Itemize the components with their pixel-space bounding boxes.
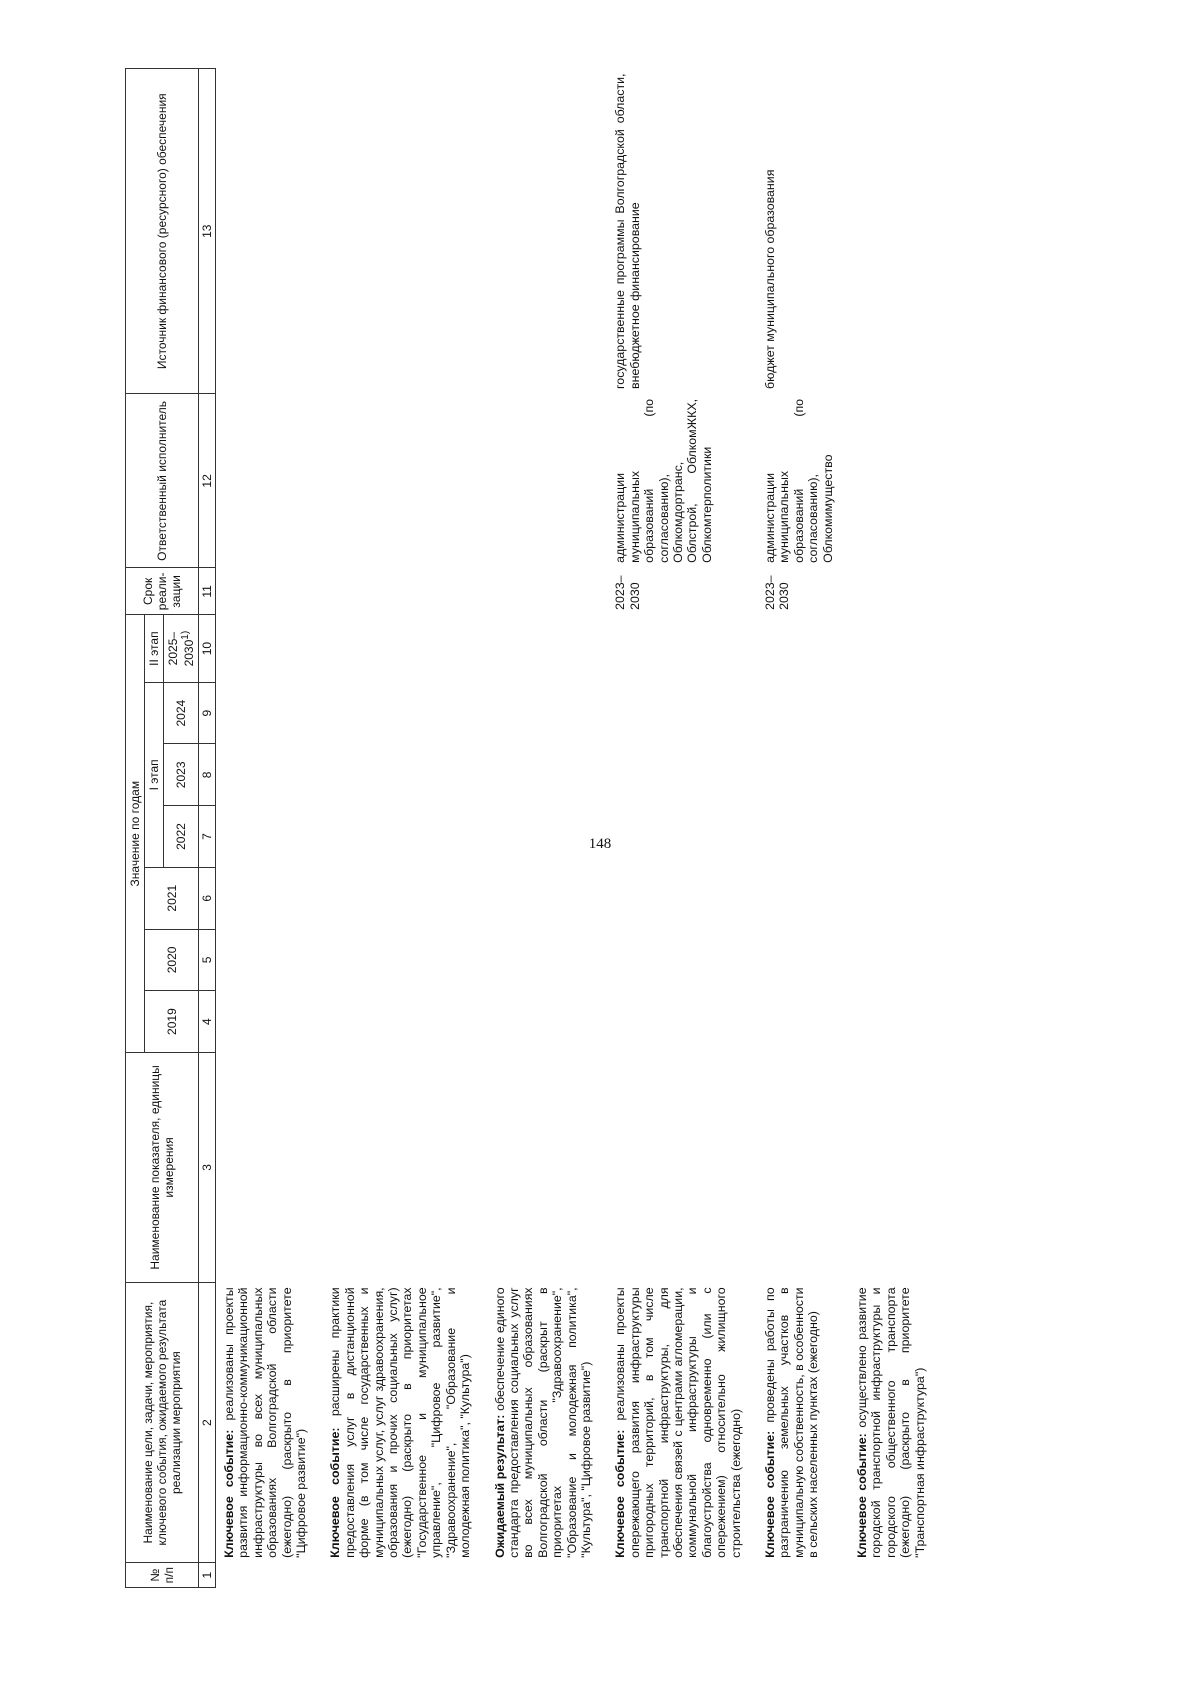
header-name: Наименование цели, задачи, мероприятия, ключевого события, ожидаемого результата реализации мероприятия [126,1282,199,1562]
footnote-mark: 1) [180,630,191,640]
col-number-8: 8 [199,744,216,806]
page-number: 148 [588,836,612,852]
row-source [322,69,486,394]
row-description: Ключевое событие: реализованы проекты развития информационно-коммуникационной инфраструктуры во всех муниципальных образованиях Волгоградской области (ежегодно) (раскрыто в приоритете "Цифровое развитие") [222,1287,309,1558]
rotated-table-wrapper [125,68,1185,1588]
row-description: Ожидаемый результат: обеспечение единого стандарта предоставления социальных услуг во всех муниципальных образованиях Волгоградской области (раскрыт в приоритетах "Здравоохранение", "Образование и молодежная политика", "Культура", "Цифровое развитие") [492,1287,593,1558]
col-number-11: 11 [199,568,216,615]
row-description: Ключевое событие: реализованы проекты опережающего развития инфраструктуры пригородных территорий, в том числе транспортной инфраструктуры, для обеспечения связей с центрами агломерации, коммунальной инфраструктуры и благоустройства одновременно (или с опережением) относительно жилищного строительства (ежегодно) [613,1287,743,1558]
row-description: Ключевое событие: проведены работы по разграничению земельных участков в муниципальную собственность, в особенности в сельских населенных пунктах (ежегодно) [763,1287,821,1558]
row-term [487,568,608,615]
row-source [849,69,941,394]
header-executor: Ответственный исполнитель [126,394,199,568]
table-row [322,69,486,1588]
table-body [216,69,942,1588]
header-year-2021: 2021 [145,867,199,929]
row-executor [216,394,323,568]
col-number-5: 5 [199,929,216,991]
row-term [849,568,941,615]
row-description: Ключевое событие: расширены практики предоставления услуг в дистанционной форме (в том числе государственных и муниципальных услуг, услуг здравоохранения, образования и прочих социальных услуг) (ежегодно) (раскрыто в приоритетах "Государственное и муниципальное управление", "Цифровое развитие", "Здравоохранение", "Образование и молодежная политика", "Культура") [328,1287,473,1558]
col-number-12: 12 [199,394,216,568]
row-term [216,568,323,615]
row-source: государственные программы Волгоградской области, внебюджетное финансирование [613,73,642,389]
header-source: Источник финансового (ресурсного) обеспечения [126,69,199,394]
row-source: бюджет муниципального образования [763,169,777,389]
header-indicator: Наименование показателя, единицы измерения [126,1052,199,1282]
col-number-10: 10 [199,615,216,682]
col-number-13: 13 [199,69,216,394]
row-executor: администрации муниципальных образований (по согласованию), Облкомдортранс, Облстрой, ОблкомЖКХ, Облкомтерполитики [613,398,714,563]
table-header [126,69,216,1588]
table-row [487,69,608,1588]
col-number-6: 6 [199,867,216,929]
table-row [607,69,757,1588]
table-row [216,69,323,1588]
header-year-2020: 2020 [145,929,199,991]
plan-table [125,68,941,1588]
row-term [322,568,486,615]
header-year-2024: 2024 [164,682,199,744]
table-row [849,69,941,1588]
row-executor: администрации муниципальных образований (по согласованию), Облкомимущество [763,398,835,563]
row-executor [849,394,941,568]
column-numbers-row [199,69,216,1588]
row-source [487,69,608,394]
table-row [757,69,849,1588]
header-number: № п/п [126,1563,199,1588]
header-stage-1: I этап [145,682,164,867]
header-stage-2-years: 2025–2030$^{1)}$ [164,615,199,682]
header-values-by-year: Значение по годам [126,615,145,1053]
col-number-2: 2 [199,1282,216,1562]
header-stage-2: II этап [145,615,164,682]
col-number-3: 3 [199,1052,216,1282]
row-term: 2023–2030 [763,575,792,610]
row-description: Ключевое событие: осуществлено развитие городской транспортной инфраструктуры и городского общественного транспорта (ежегодно) (раскрыто в приоритете "Транспортная инфраструктура") [855,1287,927,1558]
col-number-4: 4 [199,991,216,1053]
row-term: 2023–2030 [613,575,642,610]
header-year-2022: 2022 [164,806,199,868]
col-number-9: 9 [199,682,216,744]
header-term: Срок реали-зации [126,568,199,615]
header-year-2019: 2019 [145,991,199,1053]
col-number-1: 1 [199,1563,216,1588]
row-executor [322,394,486,568]
header-year-2023: 2023 [164,744,199,806]
col-number-7: 7 [199,806,216,868]
row-executor [487,394,608,568]
row-source [216,69,323,394]
